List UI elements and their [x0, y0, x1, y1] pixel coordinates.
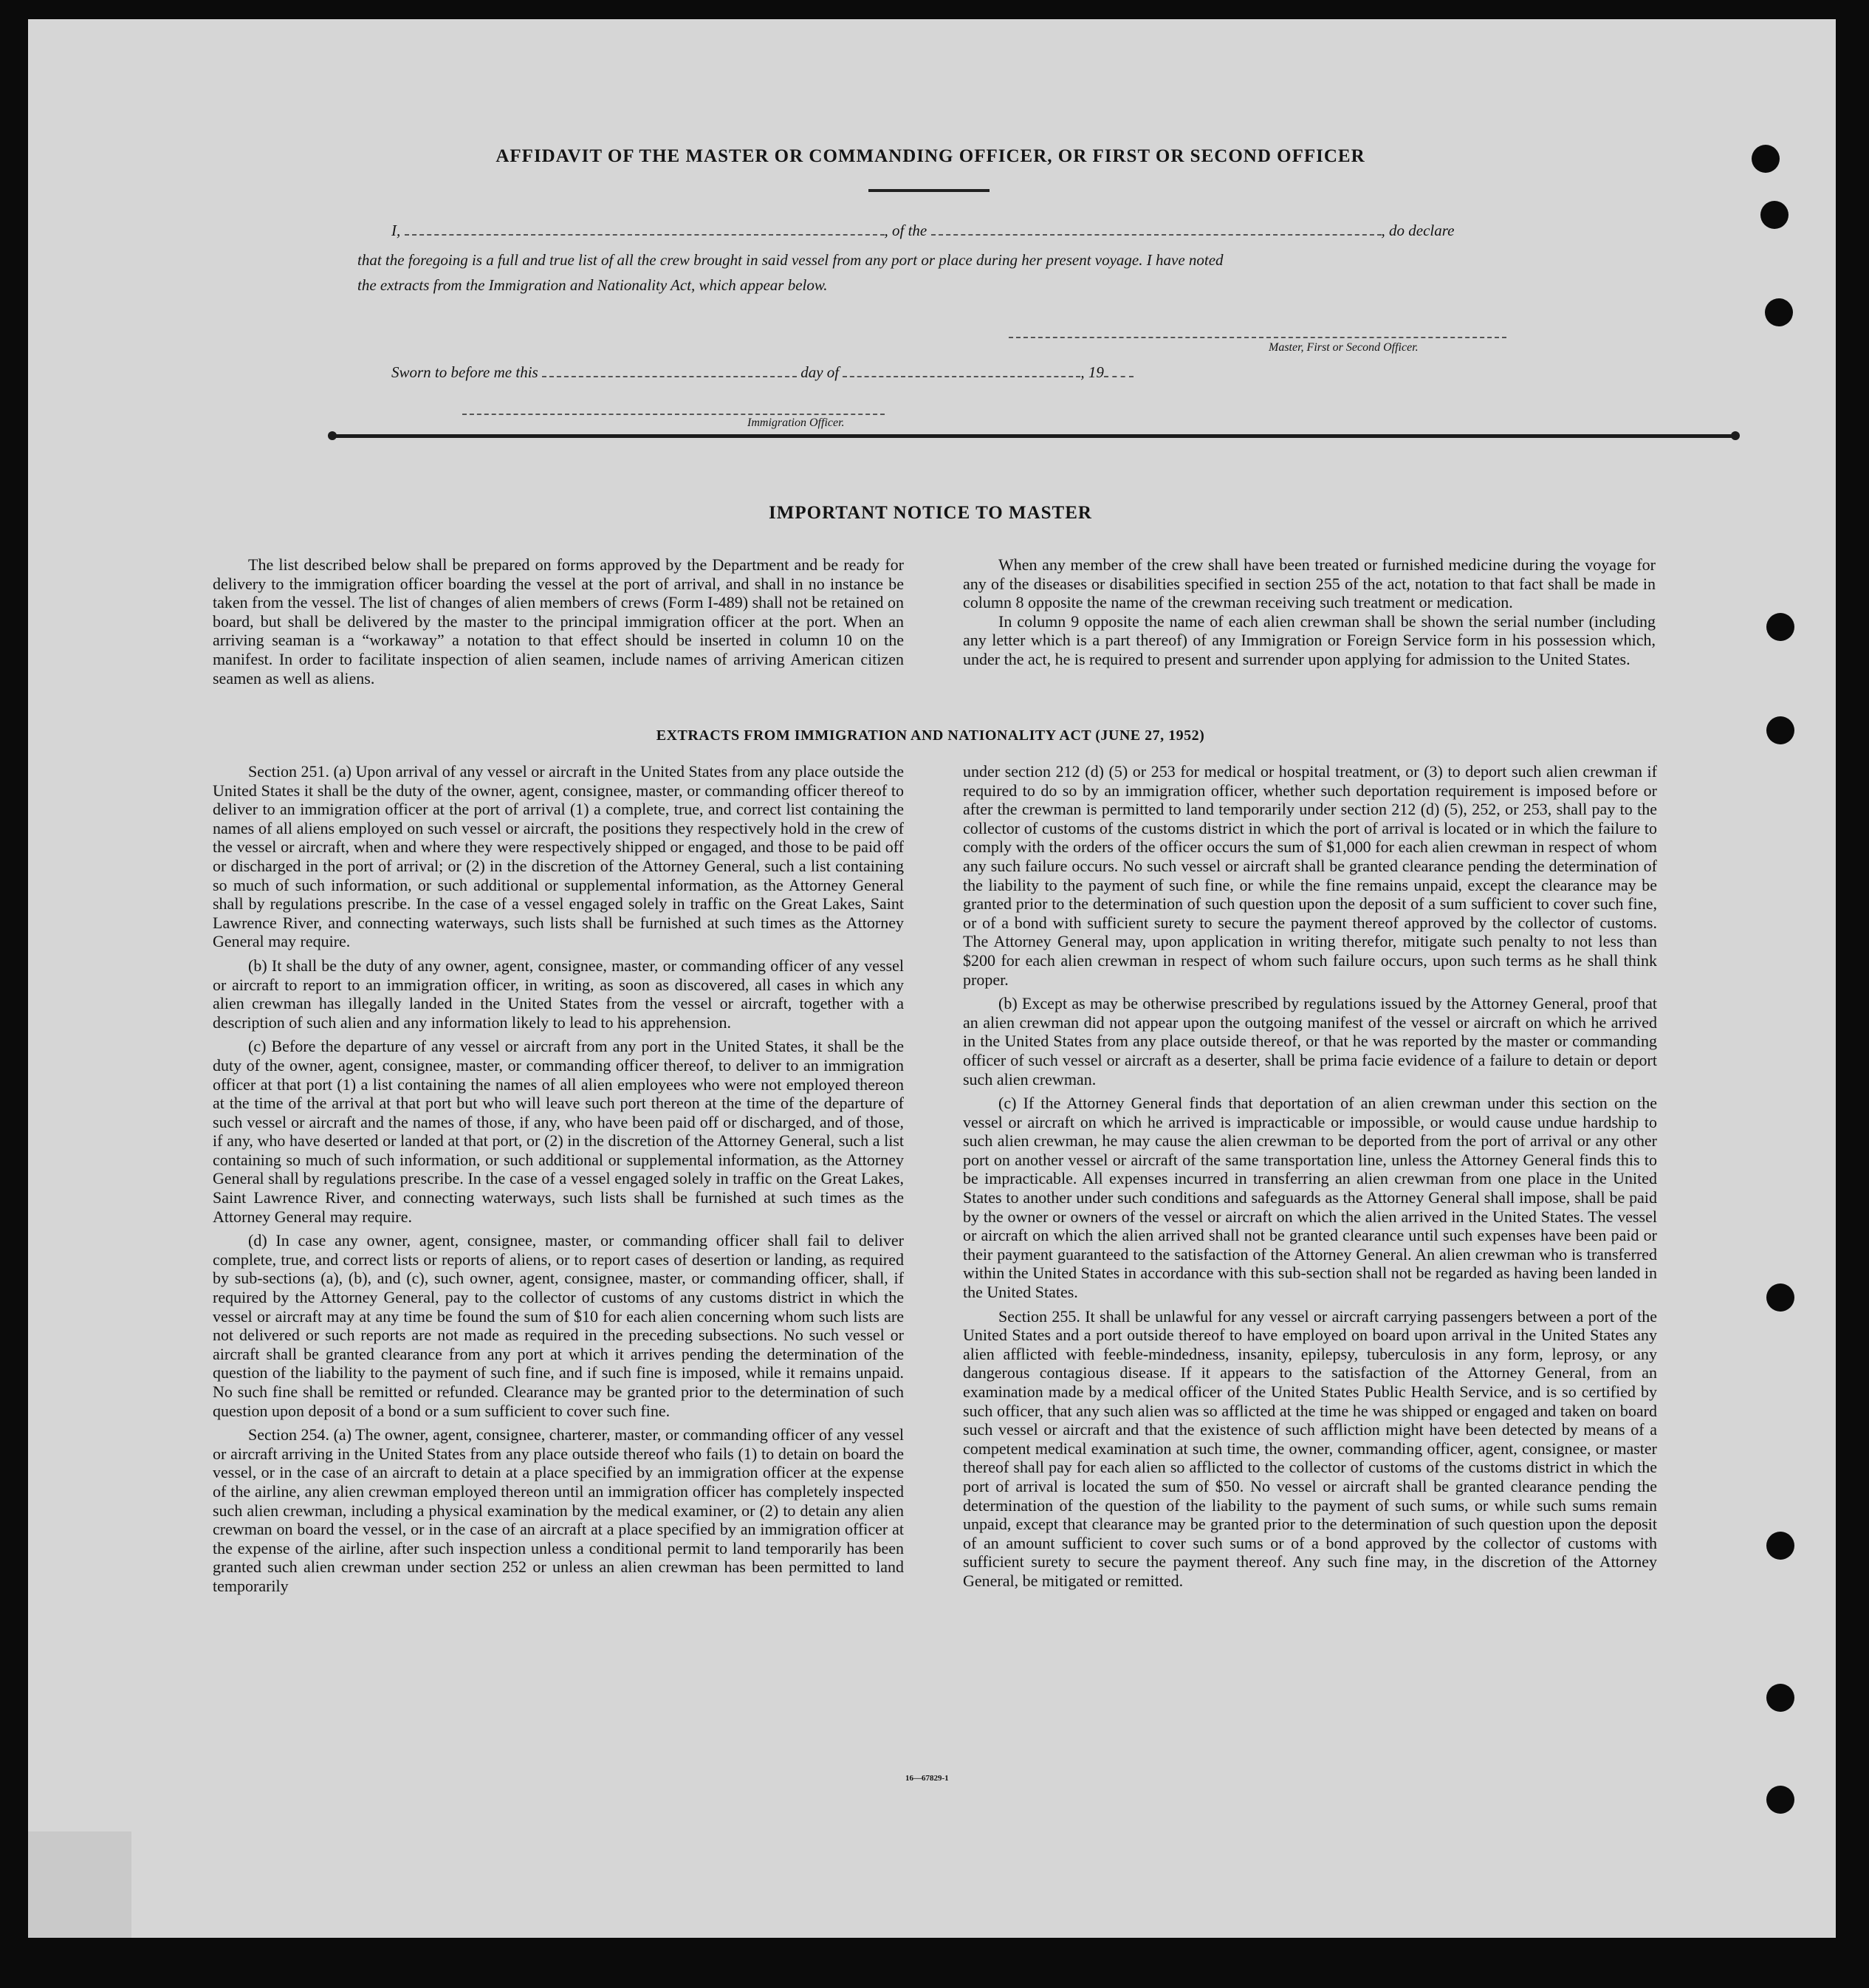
declaration-line-3: the extracts from the Immigration and Nationality Act, which appear below. — [357, 276, 828, 294]
vessel-name-field[interactable] — [931, 224, 1382, 236]
year-field[interactable] — [1104, 366, 1134, 377]
section-251-d: (d) In case any owner, agent, consignee, master, or commanding officer shall fail to deliver complete, true, and correct lists or reports of aliens, or to report cases of desertion or landing, as required by sub-sections (a), (b), and (c), such owner, agent, consignee, master, or commanding officer, shall, if required by the Attorney General, pay to the collector of customs of any customs district in which the vessel or aircraft may at any time be found the sum of $10 for each alien concerning whom such lists are not delivered or such reports are not made as required in the preceding subsections. No such vessel or aircraft shall be granted clearance from any port at which it arrives pending the determination of the question of the liability to the payment of such fine, and if such fine is imposed, while it remains unpaid. No such fine shall be remitted or refunded. Clearance may be granted prior to the determination of such question upon deposit of a bond or a sum sufficient to cover such fine. — [213, 1231, 904, 1420]
extracts-title: EXTRACTS FROM IMMIGRATION AND NATIONALITY ACT (JUNE 27, 1952) — [656, 727, 1205, 744]
section-251-a: Section 251. (a) Upon arrival of any vessel or aircraft in the United States from any place outside the United States it shall be the duty of the owner, agent, consignee, master, or commanding officer thereof to deliver to an immigration officer at the port of arrival (1) a complete, true, and correct list containing the names of all aliens employed on such vessel or aircraft, the positions they respectively hold in the crew of the vessel or aircraft, when and where they were respectively shipped or engaged, and those to be paid off or discharged in the port of arrival; or (2) in the discretion of the Attorney General, such a list containing so much of such information, or such additional or supplemental information, as the Attorney General shall by regulations prescribe. In the case of a vessel engaged solely in traffic on the Great Lakes, Saint Lawrence River, and connecting waterways, such lists shall be furnished at such times as the Attorney General may require. — [213, 762, 904, 951]
punch-hole — [1766, 613, 1794, 641]
sworn-month-field[interactable] — [843, 366, 1080, 377]
section-255: Section 255. It shall be unlawful for any vessel or aircraft carrying passengers between a port of the United States and a port outside thereof to have employed on board upon arrival in the United States any alien afflicted with feeble-mindedness, insanity, epilepsy, tuberculosis in any form, leprosy, or any dangerous contagious disease. If it appears to the satisfaction of the Attorney General, from an examination made by a medical officer of the United States Public Health Service, and is so certified by such officer, that any such alien was so afflicted at the time he was shipped or engaged and taken on board such vessel or aircraft and that the existence of such affliction might have been detected by means of a competent medical examination at such time, the owner, commanding officer, agent, consignee, or master thereof shall pay for each alien so afflicted to the collector of customs of the customs district in which the port of arrival is located the sum of $50. No vessel or aircraft shall be granted clearance pending the determination of the question of the liability to the payment of such sums, or while such sums remain unpaid, except that clearance may be granted prior to the determination of such question upon the deposit of an amount sufficient to cover such sums or of a bond approved by the collector of customs with sufficient surety to secure the payment thereof. Any such fine may, in the discretion of the Attorney General, be mitigated or remitted. — [963, 1306, 1657, 1590]
form-number: 16—67829-1 — [905, 1774, 949, 1783]
do-declare-label: , do declare — [1381, 222, 1455, 239]
punch-hole — [1766, 1283, 1794, 1312]
section-254-c: (c) If the Attorney General finds that deportation of an alien crewman under this section on the vessel or aircraft on which he arrived is impracticable or impossible, or would cause undue hardship to such alien crewman, he may cause the alien crewman to be deported from the port of arrival or any other port on another vessel or aircraft of the same transportation line, unless the Attorney General finds this to be impracticable. All expenses incurred in transferring an alien crewman from one place in the United States to another under such conditions and safeguards as the Attorney General shall impose, shall be paid by the owner or owners of the vessel or aircraft on which the alien arrived in the United States. The vessel or aircraft on which the alien arrived shall not be granted clearance until such expenses have been paid or their payment guaranteed to the satisfaction of the Attorney General. An alien crewman who is transferred within the United States in accordance with this sub-section shall not be regarded as having been landed in the United States. — [963, 1094, 1657, 1302]
affidavit-title: AFFIDAVIT OF THE MASTER OR COMMANDING OFFICER, OR FIRST OR SECOND OFFICER — [495, 146, 1365, 166]
notice-right-paragraph-1: When any member of the crew shall have been treated or furnished medicine during the voyage for any of the diseases or disabilities specified in section 255 of the act, notation to that fact shall be made in column 8 opposite the name of the crewman receiving such treatment or medication. — [963, 555, 1656, 612]
punch-hole — [1766, 1684, 1794, 1712]
notice-title: IMPORTANT NOTICE TO MASTER — [769, 503, 1092, 523]
section-251-b: (b) It shall be the duty of any owner, agent, consignee, master, or commanding officer of any vessel or aircraft to report to an immigration officer, in writing, as soon as discovered, all cases in which any alien crewman has illegally landed in the United States from the vessel or aircraft, together with a description of such alien and any information likely to lead to his apprehension. — [213, 956, 904, 1032]
declarant-name-field[interactable] — [405, 224, 885, 236]
immigration-officer-label: Immigration Officer. — [747, 417, 845, 429]
day-of-label: day of — [800, 363, 840, 381]
declarant-prefix: I, — [391, 222, 401, 239]
master-signature-label: Master, First or Second Officer. — [1269, 341, 1419, 354]
immigration-officer-signature-line[interactable] — [462, 414, 885, 415]
sworn-day-field[interactable] — [542, 366, 797, 377]
of-the-label: , of the — [884, 222, 927, 239]
notice-right-paragraph-2: In column 9 opposite the name of each alien crewman shall be shown the serial number (including any letter which is a part thereof) of any Immigration or Foreign Service form in his possession which, under the act, he is required to present and surrender upon applying for admission to the United States. — [963, 611, 1656, 668]
notice-right-column — [963, 555, 1656, 674]
section-254-a-continued: under section 212 (d) (5) or 253 for medical or hospital treatment, or (3) to deport such alien crewman if required to do so by an immigration officer, whether such deportation requirement is imposed before or after the crewman is permitted to land temporarily under section 212 (d) (5), 252, or 253, shall pay to the collector of customs of the customs district in which the port of arrival is located or in which the failure to comply with the orders of the officer occurs the sum of $1,000 for each alien crewman in respect of whom any such failure occurs. No such vessel or aircraft shall be granted clearance pending the determination of the liability to the payment of such fine, or while the fine remains unpaid, except the clearance may be granted prior to the determination of such question upon the deposit of a sum sufficient to cover such fine, or of a bond with sufficient surety to secure the payment thereof approved by the collector of customs. The Attorney General may, upon application in writing therefor, mitigate such penalty to not less than $200 for each alien crewman in respect of whom such failure occurs, upon such terms as he shall think proper. — [963, 762, 1657, 989]
extracts-right-column — [963, 762, 1657, 1596]
punch-hole — [1766, 1532, 1794, 1560]
section-251-c: (c) Before the departure of any vessel or aircraft from any port in the United States, it shall be the duty of the owner, agent, consignee, master, or commanding officer thereof, to deliver to an immigration officer at that port (1) a list containing the names of all alien employees who were not employed thereon at the time of the arrival at that port but who will leave such port thereon at the time of the departure of such vessel or aircraft and the names of those, if any, who have been paid off or discharged, and of those, if any, who have deserted or landed at that port, or (2) in the discretion of the Attorney General, such a list containing so much of such information, or such additional or supplemental information, as the Attorney General shall by regulations prescribe. In the case of a vessel engaged solely in traffic on the Great Lakes, Saint Lawrence River, and connecting waterways, such lists shall be furnished at such times as the Attorney General may require. — [213, 1037, 904, 1226]
section-254-b: (b) Except as may be otherwise prescribed by regulations issued by the Attorney General, proof that an alien crewman did not appear upon the outgoing manifest of the vessel or aircraft on which he arrived in the United States from any place outside thereof, or that he was reported by the master or commanding officer of such vessel or aircraft as a deserter, shall be prima facie evidence of a failure to detain or deport such alien crewman. — [963, 994, 1657, 1089]
title-underline — [868, 189, 990, 192]
sworn-label: Sworn to before me this — [391, 363, 538, 381]
extracts-left-column — [213, 762, 904, 1601]
sworn-line — [391, 363, 1134, 382]
year-label: , 19 — [1080, 363, 1104, 381]
folded-corner — [28, 1831, 131, 1938]
punch-hole — [1760, 201, 1789, 229]
notice-left-paragraph: The list described below shall be prepared on forms approved by the Department and be ready for delivery to the immigration officer boarding the vessel at the port of arrival, and shall in no instance be taken from the vessel. The list of changes of alien members of crews (Form I-489) shall not be retained on board, but shall be delivered by the master to the principal immigration officer at the port. When an arriving seaman is a “workaway” a notation to that effect should be inserted in column 10 on the manifest. In order to facilitate inspection of alien seamen, include names of arriving American citizen seamen as well as aliens. — [213, 555, 904, 688]
section-254-a: Section 254. (a) The owner, agent, consignee, charterer, master, or commanding officer of any vessel or aircraft arriving in the United States from any place outside thereof who fails (1) to detain on board the vessel, or in the case of an aircraft to detain at a place specified by an immigration officer at the expense of the airline, any alien crewman employed thereon until an immigration officer has completely inspected such alien crewman, including a physical examination by the medical examiner, or (2) to detain any alien crewman on board the vessel, or in the case of an aircraft at a place specified by an immigration officer at the expense of the airline, after such inspection unless a conditional permit to land temporarily has been granted such alien crewman under section 252 or unless an alien crewman has been permitted to land temporarily — [213, 1425, 904, 1595]
notice-left-column — [213, 555, 904, 693]
punch-hole — [1752, 145, 1780, 173]
master-signature-line[interactable] — [1009, 337, 1506, 338]
punch-hole — [1766, 716, 1794, 744]
declaration-line-1 — [391, 222, 1454, 240]
declaration-line-2: that the foregoing is a full and true list of all the crew brought in said vessel from any port or place during her present voyage. I have noted — [357, 251, 1224, 269]
punch-hole — [1765, 298, 1793, 326]
section-divider — [332, 434, 1735, 438]
punch-hole — [1766, 1786, 1794, 1814]
